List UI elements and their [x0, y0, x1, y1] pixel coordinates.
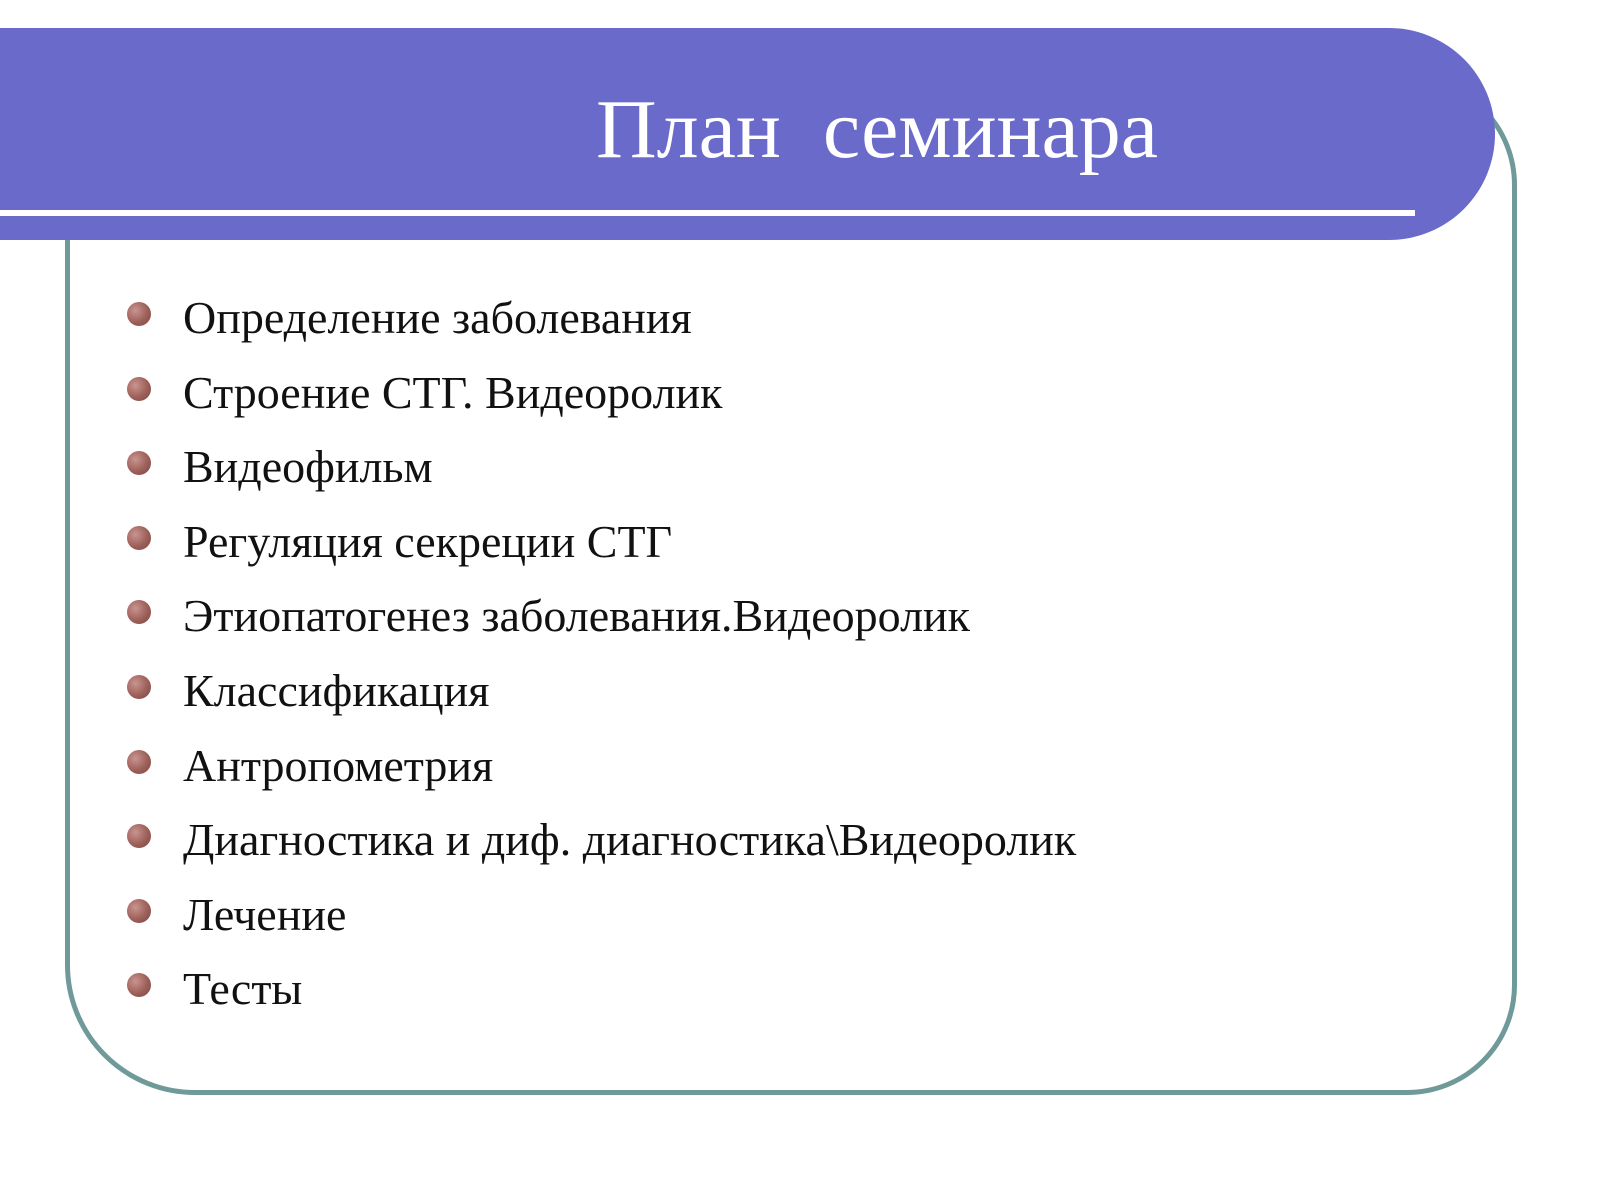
title-underline — [0, 210, 1415, 216]
list-item-label: Регуляция секреции СТГ — [183, 515, 673, 567]
bullet-icon — [127, 824, 151, 848]
bullet-icon — [127, 675, 151, 699]
bullet-icon — [127, 377, 151, 401]
list-item-label: Видеофильм — [183, 441, 433, 493]
bullet-icon — [127, 302, 151, 326]
bullet-icon — [127, 750, 151, 774]
bullet-icon — [127, 899, 151, 923]
list-item-label: Строение СТГ. Видеоролик — [183, 366, 723, 418]
bullet-icon — [127, 451, 151, 475]
list-item-label: Диагностика и диф. диагностика\Видеоролик — [183, 814, 1077, 866]
list-item-label: Антропометрия — [183, 739, 494, 791]
list-item-label: Определение заболевания — [183, 292, 692, 343]
list-item-label: Лечение — [183, 888, 347, 940]
bullet-icon — [127, 526, 151, 550]
list-item-label: Классификация — [183, 664, 490, 716]
list-item-label: Тесты — [183, 963, 303, 1015]
slide-title: План семинара — [596, 83, 1159, 176]
list-item-label: Этиопатогенез заболевания.Видеоролик — [183, 590, 970, 642]
